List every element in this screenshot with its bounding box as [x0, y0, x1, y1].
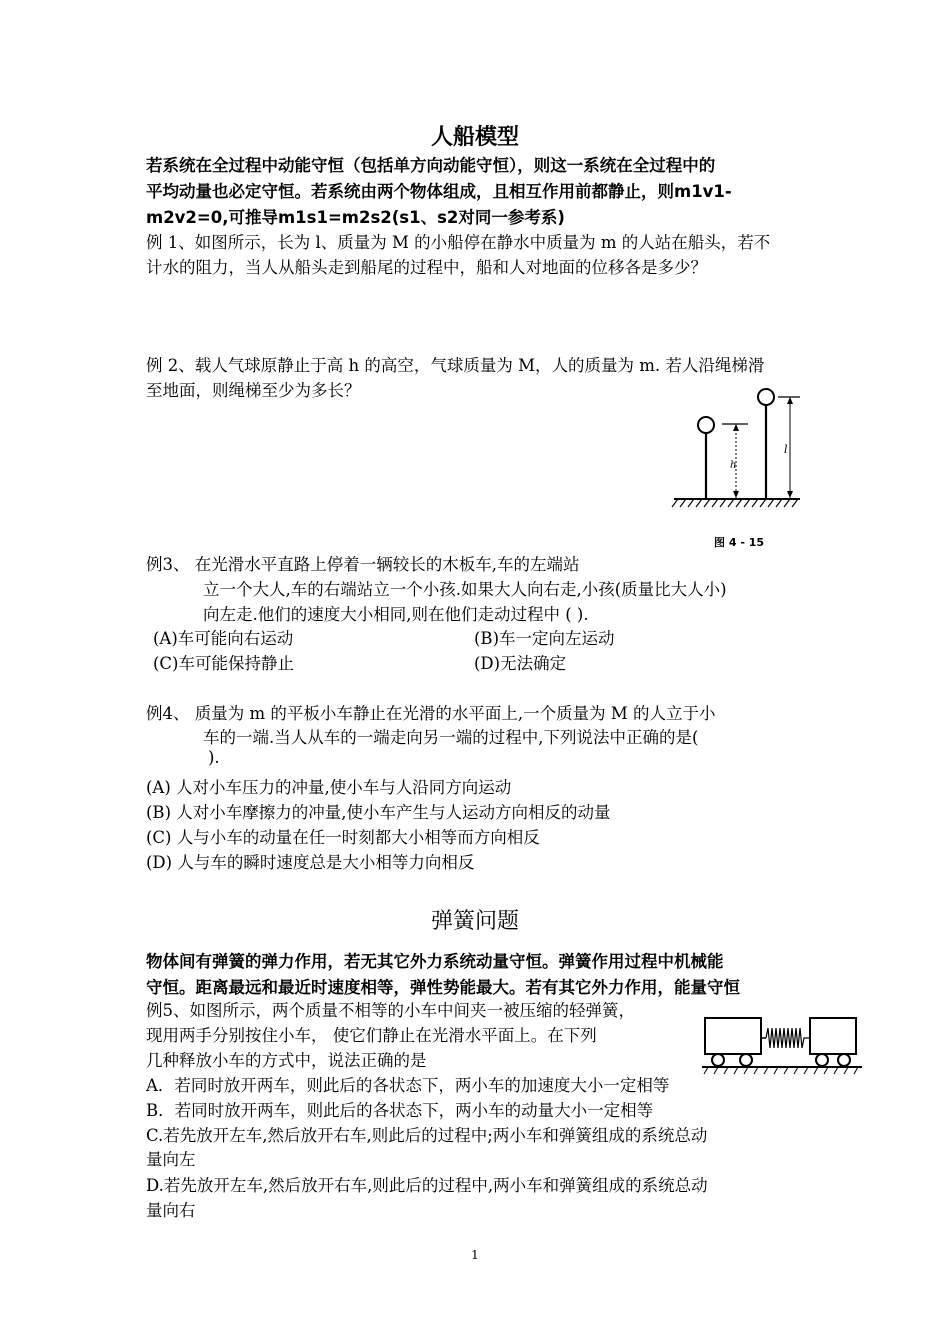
example1-line-2: 计水的阻力，当人从船头走到船尾的过程中，船和人对地面的位移各是多少？ [146, 258, 707, 277]
example4-line-2: 车的一端.当人从车的一端走向另一端的过程中,下列说法中正确的是( [203, 728, 699, 747]
wheel [740, 1054, 752, 1066]
example4-option-c: (C) 人与小车的动量在任一时刻都大小相等而方向相反 [146, 828, 540, 847]
intro-line-3: m2v2=0,可推导m1s1=m2s2(s1、s2对同一参考系) [146, 208, 565, 227]
example4-line-3: ). [208, 748, 220, 767]
intro-line-2: 平均动量也必定守恒。若系统由两个物体组成，且相互作用前都静止，则m1v1- [146, 182, 732, 201]
example5-option-d: D.若先放开左车,然后放开右车,则此后的过程中,两小车和弹簧组成的系统总动 [146, 1176, 708, 1195]
left-cart [705, 1018, 761, 1054]
right-balloon [758, 389, 774, 405]
ground-hatching [704, 1067, 858, 1074]
example4-option-d: (D) 人与车的瞬时速度总是大小相等力向相反 [146, 853, 475, 872]
label-h: h [730, 460, 737, 471]
example4-option-b: (B) 人对小车摩擦力的冲量,使小车产生与人运动方向相反的动量 [146, 803, 611, 822]
example4-option-a: (A) 人对小车压力的冲量,使小车与人沿同方向运动 [146, 778, 512, 797]
page-number: 1 [471, 1248, 479, 1262]
example3-option-b: (B)车一定向左运动 [474, 629, 615, 648]
example2-line-2: 至地面，则绳梯至少为多长？ [146, 381, 361, 400]
example3-line-3: 向左走.他们的速度大小相同,则在他们走动过程中 ( ). [203, 605, 589, 624]
example2-line-1: 例 2、载人气球原静止于高 h 的高空，气球质量为 M，人的质量为 m. 若人沿绳梯滑 [146, 356, 765, 375]
wheel [712, 1054, 724, 1066]
example5-line-1: 例5、如图所示，两个质量不相等的小车中间夹一被压缩的轻弹簧， [146, 1001, 635, 1020]
wheel [838, 1054, 850, 1066]
example5-line-3: 几种释放小车的方式中，说法正确的是 [146, 1051, 427, 1070]
section-title-spring: 弹簧问题 [430, 909, 519, 934]
example3-line-1: 例3、 在光滑水平直路上停着一辆较长的木板车,车的左端站 [146, 555, 580, 574]
figure-caption: 图 4 - 15 [714, 536, 765, 549]
example3-option-a: (A)车可能向右运动 [153, 629, 294, 648]
intro-line-1: 若系统在全过程中动能守恒（包括单方向动能守恒），则这一系统在全过程中的 [146, 156, 716, 175]
right-cart [810, 1018, 856, 1054]
spring-intro-line-1: 物体间有弹簧的弹力作用，若无其它外力系统动量守恒。弹簧作用过程中机械能 [146, 952, 724, 971]
example5-option-b: B．若同时放开两车，则此后的各状态下，两小车的动量大小一定相等 [146, 1101, 654, 1120]
spring-intro-line-2: 守恒。距离最远和最近时速度相等，弹性势能最大。若有其它外力作用，能量守恒 [146, 978, 740, 997]
example5-option-c: C.若先放开左车,然后放开右车,则此后的过程中;两小车和弹簧组成的系统总动 [146, 1126, 708, 1145]
example5-option-a: A．若同时放开两车，则此后的各状态下，两小车的加速度大小一定相等 [146, 1076, 670, 1095]
left-balloon [698, 417, 714, 433]
ground-hatching [672, 499, 798, 507]
example3-option-c: (C)车可能保持静止 [153, 654, 294, 673]
spring-carts-figure [698, 1012, 866, 1080]
example4-line-1: 例4、 质量为 m 的平板小车静止在光滑的水平面上,一个质量为 M 的人立于小 [146, 704, 716, 723]
example5-line-2: 现用两手分别按住小车， 使它们静止在光滑水平面上。在下列 [146, 1026, 597, 1045]
wheel [816, 1054, 828, 1066]
example5-option-d-cont: 量向右 [146, 1201, 196, 1220]
example3-option-d: (D)无法确定 [474, 654, 567, 673]
label-l: l [784, 443, 788, 456]
section-title-boat: 人船模型 [430, 124, 519, 150]
spring [766, 1028, 810, 1048]
balloon-figure [660, 384, 820, 554]
example3-line-2: 立一个大人,车的右端站立一个小孩.如果大人向右走,小孩(质量比大人小) [203, 580, 727, 599]
example1-line-1: 例 1、如图所示，长为 l、质量为 M 的小船停在静水中质量为 m 的人站在船头，若不 [146, 233, 771, 252]
example5-option-c-cont: 量向左 [146, 1150, 196, 1169]
